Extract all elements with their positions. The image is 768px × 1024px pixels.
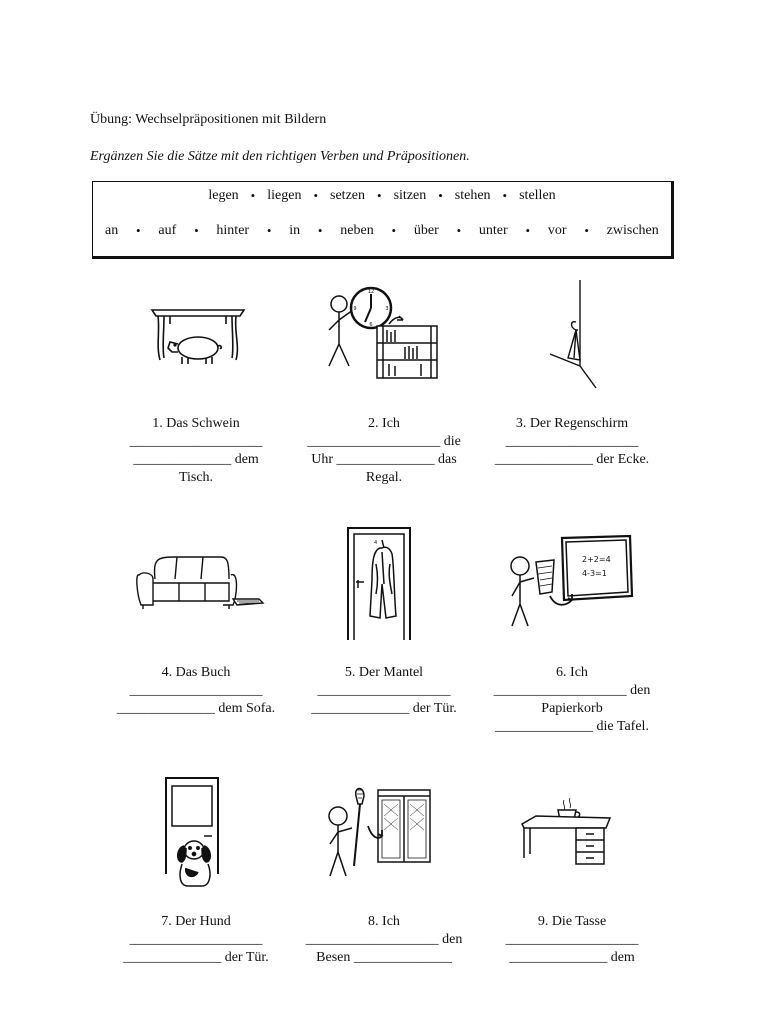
bullet-separator: • (456, 223, 462, 238)
person-broom-cupboard-illustration (326, 782, 434, 878)
exercise-line[interactable]: ______________ dem (133, 452, 259, 467)
exercise-label: 6. Ich (556, 665, 588, 680)
bullet-separator: • (317, 223, 323, 238)
clock-digit: 3 (385, 306, 389, 312)
preposition-word: über (413, 223, 439, 238)
exercise-3 (482, 415, 662, 469)
exercise-label: 8. Ich (368, 914, 400, 929)
exercise-1 (106, 415, 286, 487)
blackboard-text: 4-3=1 (582, 569, 607, 578)
bullet-separator: • (525, 223, 531, 238)
exercise-line[interactable]: ___________________ (505, 932, 639, 947)
cup-desk-illustration (520, 796, 612, 870)
exercise-line[interactable]: ______________ dem Sofa. (116, 701, 276, 716)
verb-word: stellen (519, 188, 556, 203)
bullet-separator: • (502, 188, 508, 203)
worksheet-title: Übung: Wechselpräpositionen mit Bildern (90, 112, 327, 127)
exercise-line[interactable]: ___________________ (129, 932, 263, 947)
clock-digit: 12 (367, 289, 375, 295)
verb-word: setzen (330, 188, 365, 203)
exercise-5 (294, 664, 474, 718)
exercise-line: Tisch. (178, 470, 214, 485)
exercise-label: 9. Die Tasse (537, 914, 607, 929)
instruction-text: Ergänzen Sie die Sätze mit den richtigen Verben und Präpositionen. (90, 149, 470, 164)
exercise-line[interactable]: ______________ der Ecke. (494, 452, 650, 467)
exercise-label: 4. Das Buch (161, 665, 231, 680)
bullet-separator: • (266, 223, 272, 238)
coat-door-illustration (346, 524, 414, 642)
bullet-separator: • (194, 223, 199, 238)
clock-digit: 6 (369, 322, 373, 328)
exercise-line[interactable]: ___________________ (129, 434, 263, 449)
preposition-word: an (105, 223, 119, 238)
verb-word: legen (208, 188, 239, 203)
exercise-line: Papierkorb (541, 701, 603, 716)
person-clock-shelf-illustration (325, 286, 445, 382)
preposition-word: vor (547, 223, 567, 238)
verb-word: liegen (267, 188, 302, 203)
bullet-separator: • (250, 188, 256, 203)
bullet-separator: • (136, 223, 141, 238)
exercise-line[interactable]: ___________________ die (307, 434, 461, 449)
exercise-line[interactable]: ______________ die Tafel. (495, 719, 649, 734)
preposition-word: hinter (216, 223, 250, 238)
preposition-word: in (289, 223, 301, 238)
exercise-line[interactable]: Uhr ______________ das (311, 452, 457, 467)
preposition-row (93, 223, 671, 239)
svg-text:4: 4 (374, 540, 378, 546)
bullet-separator: • (584, 223, 589, 238)
exercise-line[interactable]: Besen ______________ (316, 950, 452, 965)
exercise-8 (294, 913, 474, 967)
exercise-label: 5. Der Mantel (344, 665, 424, 680)
exercise-line: Regal. (365, 470, 403, 485)
preposition-word: neben (340, 223, 374, 238)
word-bank (92, 181, 674, 259)
exercise-2 (294, 415, 474, 487)
preposition-word: auf (158, 223, 177, 238)
person-basket-blackboard-illustration (506, 534, 634, 630)
exercise-label: 7. Der Hund (161, 914, 231, 929)
bullet-separator: • (313, 188, 319, 203)
exercise-line[interactable]: ___________________ (317, 683, 451, 698)
verb-row (93, 188, 671, 204)
exercise-6 (482, 664, 662, 736)
exercise-line[interactable]: ______________ dem (509, 950, 635, 965)
pig-under-table-illustration (148, 302, 248, 368)
verb-word: sitzen (393, 188, 427, 203)
bullet-separator: • (377, 188, 382, 203)
preposition-word: unter (478, 223, 508, 238)
exercise-7 (106, 913, 286, 967)
dog-door-illustration (164, 776, 226, 890)
bullet-separator: • (391, 223, 397, 238)
exercise-line[interactable]: ___________________ (129, 683, 263, 698)
exercise-label: 1. Das Schwein (152, 416, 240, 431)
umbrella-corner-illustration (540, 278, 610, 390)
bullet-separator: • (438, 188, 443, 203)
verb-word: stehen (454, 188, 491, 203)
exercise-line[interactable]: ______________ der Tür. (311, 701, 457, 716)
blackboard-text: 2+2=4 (582, 555, 611, 564)
exercise-line[interactable]: ______________ der Tür. (123, 950, 269, 965)
sofa-book-illustration (135, 553, 265, 611)
exercise-9 (482, 913, 662, 967)
exercise-label: 2. Ich (368, 416, 400, 431)
clock-digit: 9 (353, 306, 357, 312)
preposition-word: zwischen (606, 223, 659, 238)
exercise-line[interactable]: ___________________ (505, 434, 639, 449)
exercise-4 (106, 664, 286, 718)
exercise-line[interactable]: ___________________ den (493, 683, 651, 698)
exercise-line[interactable]: ___________________ den (305, 932, 463, 947)
exercise-label: 3. Der Regenschirm (515, 416, 629, 431)
